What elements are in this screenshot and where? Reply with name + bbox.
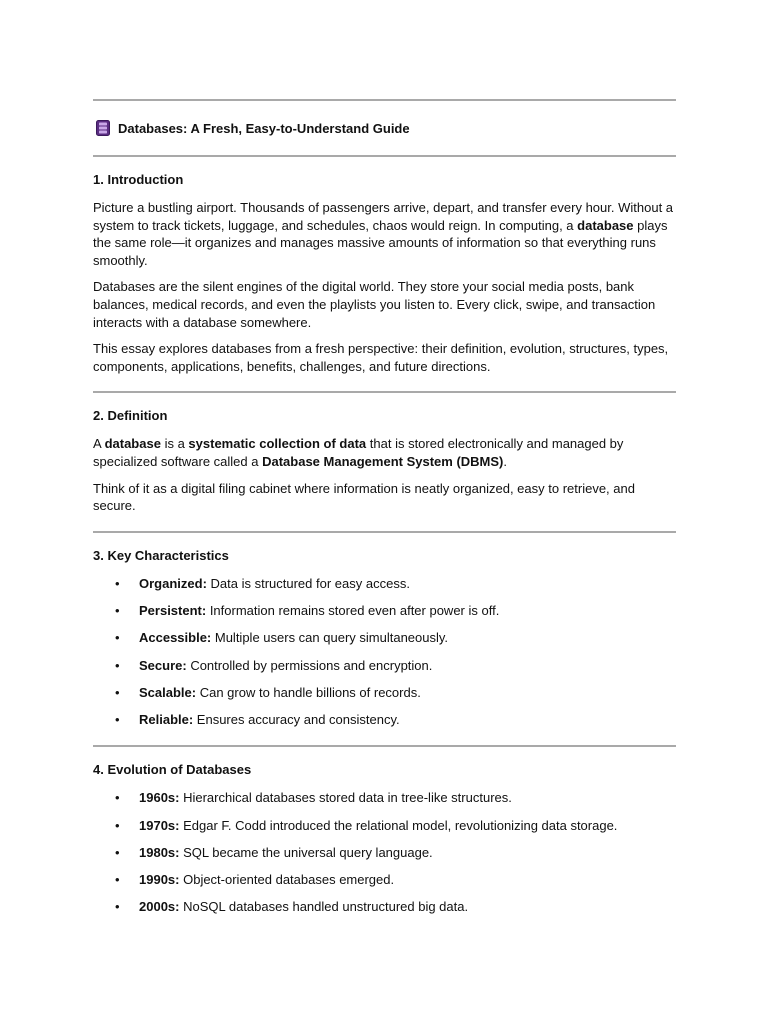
list-item: [93, 684, 676, 702]
text-run: Picture a bustling airport. Thousands of passengers arrive, depart, and transfer every hour. Without a system to track tickets, luggage, and schedules, chaos would reign. In computing, a: [93, 200, 674, 233]
bold-term: database: [104, 436, 161, 452]
text-run: Multiple users can query simultaneously.: [211, 630, 449, 646]
bold-term: 1960s:: [139, 790, 180, 806]
bold-term: 2000s:: [139, 899, 180, 915]
bullet-icon: •: [115, 630, 120, 646]
paragraph: [93, 435, 676, 470]
bullet-icon: •: [115, 712, 120, 728]
list-item: [93, 575, 676, 593]
document-title: [93, 101, 676, 155]
paragraph: [93, 199, 676, 269]
bullet-icon: •: [115, 657, 120, 673]
text-run: A: [93, 436, 105, 452]
text-run: Ensures accuracy and consistency.: [193, 712, 400, 728]
paragraph: Databases are the silent engines of the digital world. They store your social media posts, bank balances, medical records, and even the playlists you listen to. Every click, swipe, and transaction interacts with a database somewhere.: [93, 279, 656, 330]
text-run: Object-oriented databases emerged.: [179, 872, 395, 888]
list-item: [93, 817, 676, 835]
text-run: .: [503, 453, 508, 469]
bold-term: database: [577, 217, 634, 233]
document-title-text: Databases: A Fresh, Easy-to-Understand Guide: [118, 120, 410, 136]
text-run: Hierarchical databases stored data in tree-like structures.: [179, 790, 512, 806]
bold-term: Persistent:: [139, 603, 207, 619]
text-run: Information remains stored even after power is off.: [206, 603, 500, 619]
list-item: [93, 711, 676, 729]
text-run: plays the same role—it organizes and manages massive amounts of information so that everything runs smoothly.: [93, 217, 668, 268]
bullet-icon: •: [115, 899, 120, 915]
section-heading: 1. Introduction: [93, 172, 184, 187]
text-run: Data is structured for easy access.: [206, 575, 410, 591]
text-run: is a: [160, 436, 189, 452]
bold-term: systematic collection of data: [188, 436, 367, 452]
text-run: Can grow to handle billions of records.: [196, 684, 421, 700]
bullet-list: [93, 789, 676, 916]
section-introduction: [93, 157, 676, 391]
list-item: [93, 871, 676, 889]
list-item: [93, 657, 676, 675]
database-icon: [96, 120, 110, 136]
bold-term: 1990s:: [139, 872, 180, 888]
section-heading: 4. Evolution of Databases: [93, 762, 252, 778]
bullet-icon: •: [115, 790, 120, 806]
section-definition: [93, 393, 676, 530]
paragraph: Think of it as a digital filing cabinet where information is neatly organized, easy to retrieve, and secure.: [93, 480, 635, 514]
paragraph: This essay explores databases from a fresh perspective: their definition, evolution, structures, types, components, applications, benefits, challenges, and future directions.: [93, 341, 669, 374]
bullet-icon: •: [115, 817, 120, 833]
section-heading: 2. Definition: [93, 408, 168, 424]
document-page: [93, 99, 676, 932]
text-run: Edgar F. Codd introduced the relational model, revolutionizing data storage.: [179, 817, 618, 833]
bold-term: 1980s:: [139, 844, 180, 860]
bold-term: Database Management System (DBMS): [262, 453, 504, 469]
bold-term: Scalable:: [139, 684, 197, 700]
bullet-icon: •: [115, 844, 120, 860]
section-characteristics: [93, 533, 676, 745]
list-item: [93, 602, 676, 620]
list-item: [93, 898, 676, 916]
bullet-icon: •: [115, 575, 120, 591]
list-item: [93, 844, 676, 862]
bullet-icon: •: [115, 872, 120, 888]
bullet-list: [93, 575, 676, 729]
bold-term: Reliable:: [139, 712, 194, 728]
section-evolution: [93, 747, 676, 932]
bold-term: Accessible:: [139, 630, 212, 646]
section-heading: 3. Key Characteristics: [93, 547, 229, 563]
bold-term: Secure:: [139, 657, 187, 673]
bullet-icon: •: [115, 603, 120, 619]
bullet-icon: •: [115, 684, 120, 700]
text-run: Controlled by permissions and encryption.: [186, 657, 433, 673]
bold-term: Organized:: [139, 575, 207, 591]
text-run: SQL became the universal query language.: [179, 844, 433, 860]
bold-term: 1970s:: [139, 817, 180, 833]
list-item: [93, 789, 676, 807]
text-run: that is stored electronically and managed by specialized software called a: [93, 436, 624, 469]
list-item: [93, 629, 676, 647]
text-run: NoSQL databases handled unstructured big data.: [179, 899, 469, 915]
